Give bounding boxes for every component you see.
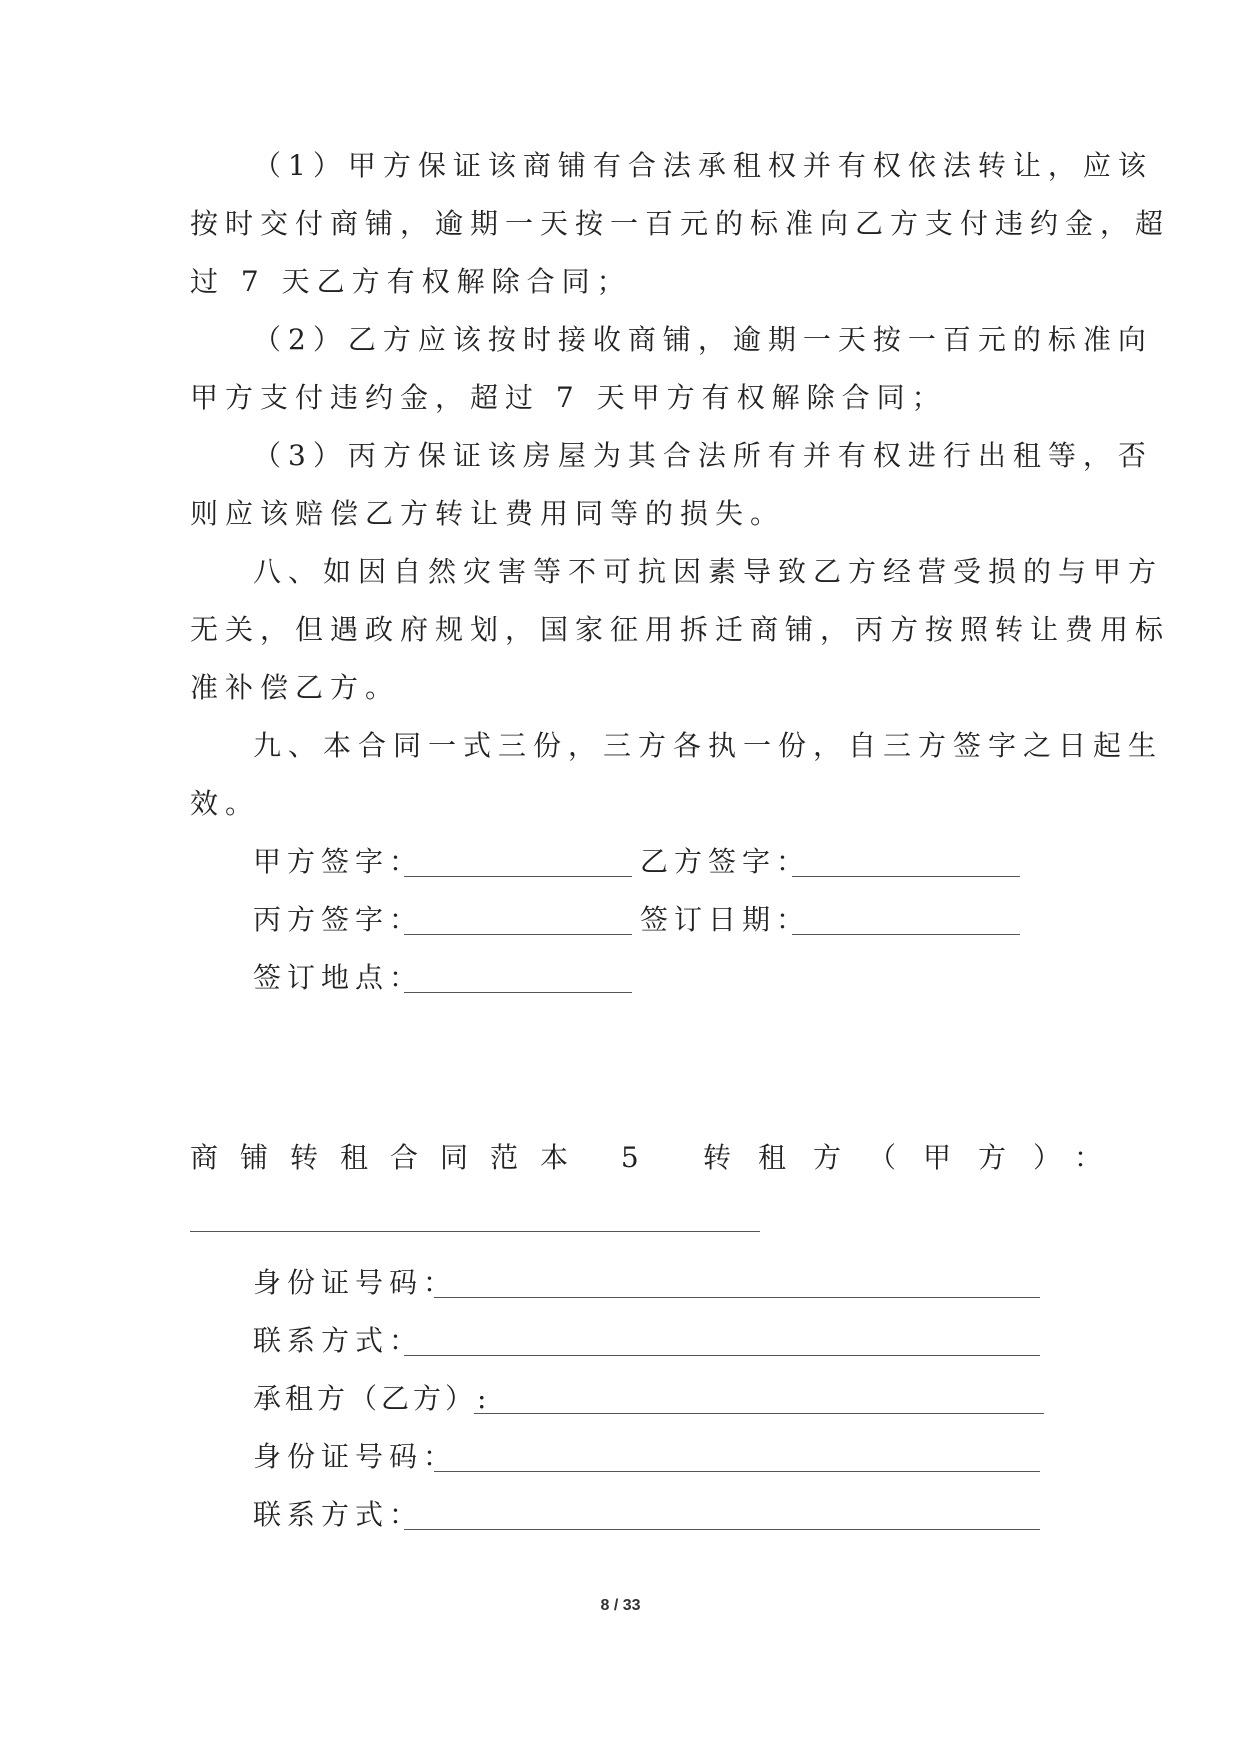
sublessor-label: 转租方（甲方）： [703, 1141, 1130, 1174]
clause-1-line-1: （1）甲方保证该商铺有合法承租权并有权依法转让，应该 [253, 149, 1153, 182]
clause-9-line-2: 效。 [190, 787, 261, 820]
party-c-signature-blank[interactable] [404, 934, 632, 935]
contract-5-title: 商铺转租合同范本 5 [190, 1141, 661, 1174]
sign-place-blank[interactable] [404, 992, 632, 993]
lessee-contact-blank[interactable] [404, 1529, 1040, 1530]
clause-8-line-2: 无关，但遇政府规划，国家征用拆迁商铺，丙方按照转让费用标 [190, 613, 1171, 646]
page-number: 8 / 33 [600, 1597, 641, 1614]
party-b-signature-blank[interactable] [792, 876, 1020, 877]
sublessor-id-label: 身份证号码： [253, 1266, 458, 1299]
clause-8-line-3: 准补偿乙方。 [190, 671, 401, 704]
lessee-id-label: 身份证号码： [253, 1440, 458, 1473]
lessee-blank[interactable] [474, 1413, 1044, 1414]
sublessor-contact-blank[interactable] [404, 1355, 1040, 1356]
clause-8-line-1: 八、如因自然灾害等不可抗因素导致乙方经营受损的与甲方 [253, 555, 1164, 588]
lessee-id-blank[interactable] [434, 1471, 1040, 1472]
sublessor-blank[interactable] [190, 1231, 760, 1232]
sign-place-label: 签订地点： [253, 961, 424, 994]
sign-date-label: 签订日期： [640, 903, 811, 936]
sublessor-id-blank[interactable] [434, 1297, 1040, 1298]
clause-1-line-3: 过 7 天乙方有权解除合同； [190, 265, 632, 298]
party-a-signature-label: 甲方签字： [253, 845, 424, 878]
clause-2-line-1: （2）乙方应该按时接收商铺，逾期一天按一百元的标准向 [253, 323, 1153, 356]
clause-9-line-1: 九、本合同一式三份，三方各执一份，自三方签字之日起生 [253, 729, 1164, 762]
party-a-signature-blank[interactable] [404, 876, 632, 877]
party-b-signature-label: 乙方签字： [640, 845, 811, 878]
sublessor-contact-label: 联系方式： [253, 1324, 424, 1357]
lessee-contact-label: 联系方式： [253, 1498, 424, 1531]
clause-2-line-2: 甲方支付违约金，超过 7 天甲方有权解除合同； [190, 381, 947, 414]
sign-date-blank[interactable] [792, 934, 1020, 935]
clause-3-line-2: 则应该赔偿乙方转让费用同等的损失。 [190, 497, 786, 530]
clause-1-line-2: 按时交付商铺，逾期一天按一百元的标准向乙方支付违约金，超 [190, 207, 1171, 240]
party-c-signature-label: 丙方签字： [253, 903, 424, 936]
lessee-label: 承租方（乙方）: [253, 1382, 491, 1415]
clause-3-line-1: （3）丙方保证该房屋为其合法所有并有权进行出租等，否 [253, 439, 1153, 472]
